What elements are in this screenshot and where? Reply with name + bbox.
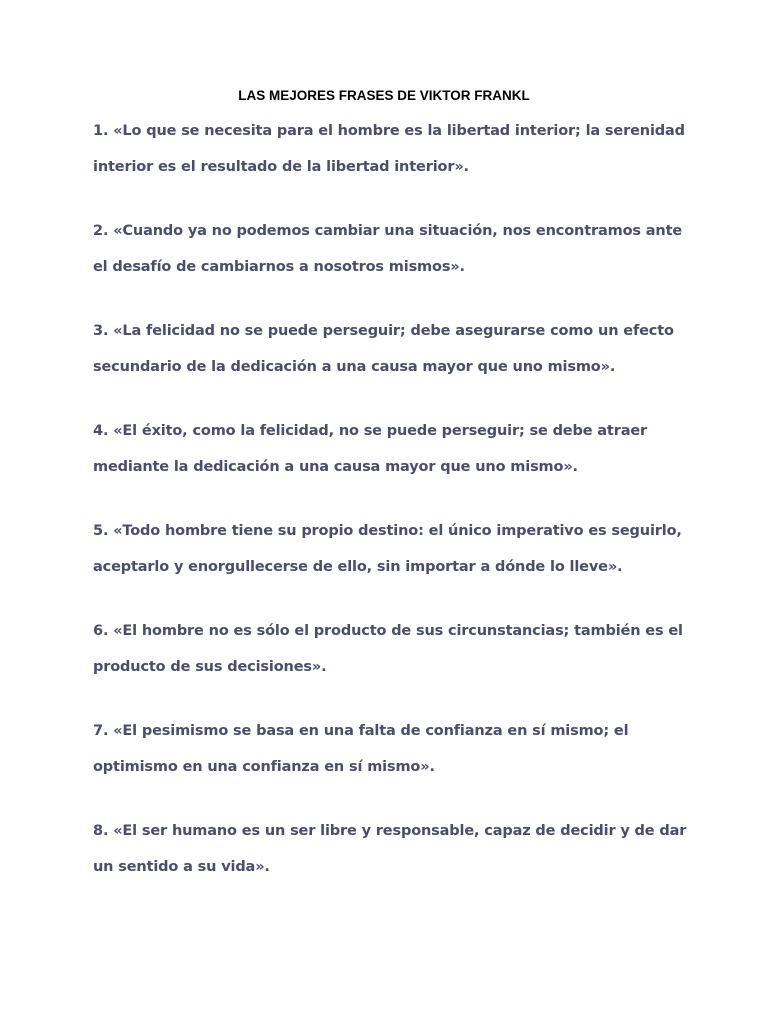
quote-item: 8. «El ser humano es un ser libre y responsable, capaz de decidir y de dar un sentido a su vida».: [93, 823, 687, 875]
document-title: LAS MEJORES FRASES DE VIKTOR FRANKL: [238, 88, 530, 103]
quote-item: 6. «El hombre no es sólo el producto de sus circunstancias; también es el producto de sus decisiones».: [93, 623, 683, 675]
quote-item: 1. «Lo que se necesita para el hombre es la libertad interior; la serenidad interior es el resultado de la libertad interior».: [93, 123, 685, 175]
quote-list: [93, 114, 693, 914]
quote-item: 4. «El éxito, como la felicidad, no se puede perseguir; se debe atraer mediante la dedicación a una causa mayor que uno mismo».: [93, 423, 648, 475]
quote-item: 3. «La felicidad no se puede perseguir; debe asegurarse como un efecto secundario de la dedicación a una causa mayor que uno mismo».: [93, 323, 674, 375]
quote-item: 7. «El pesimismo se basa en una falta de confianza en sí mismo; el optimismo en una confianza en sí mismo».: [93, 723, 629, 775]
quote-item: 2. «Cuando ya no podemos cambiar una situación, nos encontramos ante el desafío de cambiarnos a nosotros mismos».: [93, 223, 683, 275]
quote-item: 5. «Todo hombre tiene su propio destino: el único imperativo es seguirlo, aceptarlo y enorgullecerse de ello, sin importar a dónde lo lleve».: [93, 523, 682, 575]
